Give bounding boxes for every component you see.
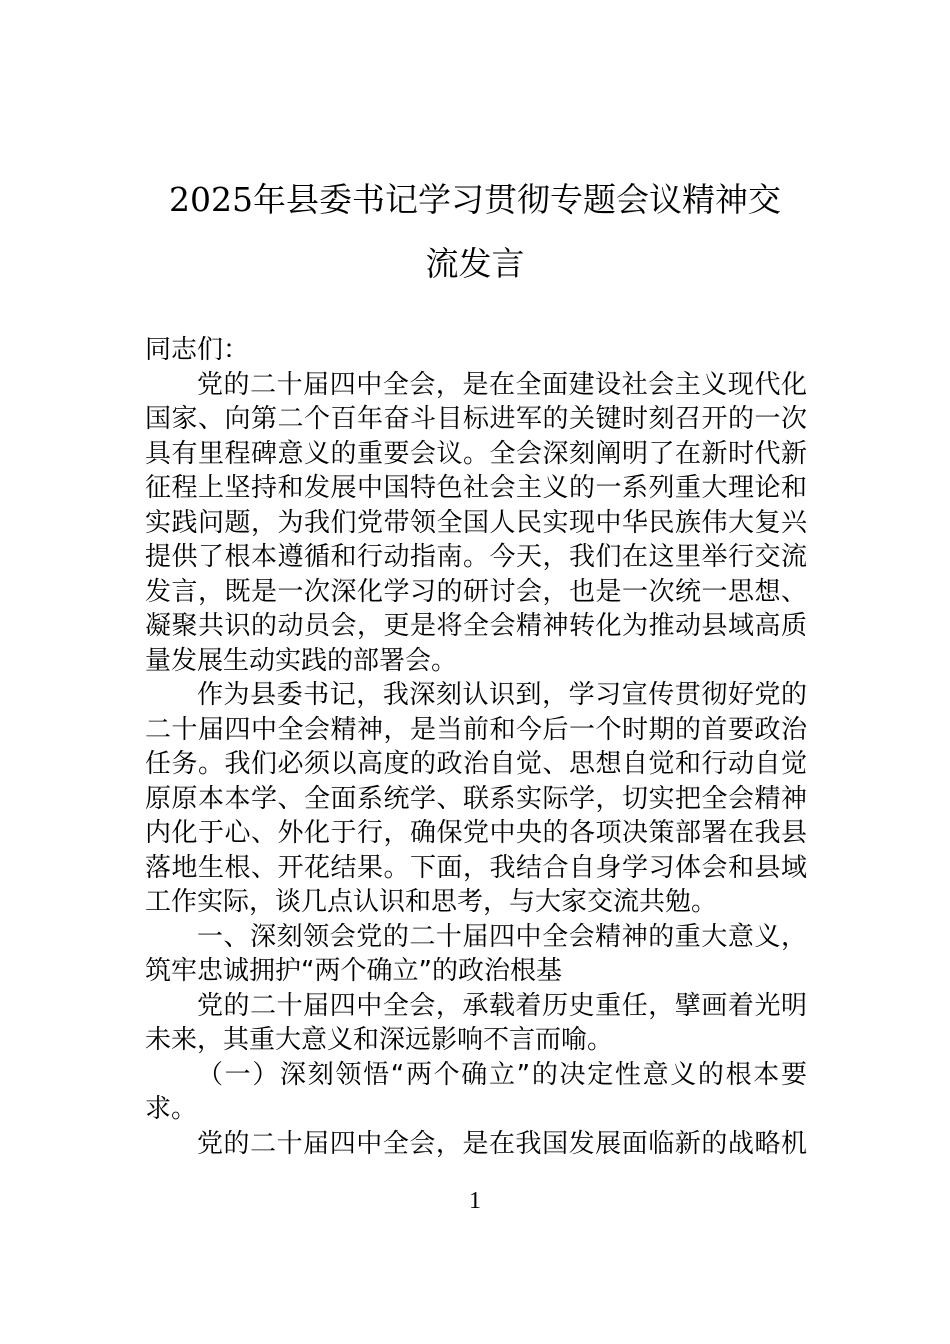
text-line: 征程上坚持和发展中国特色社会主义的一系列重大理论和 — [145, 473, 807, 503]
document-title — [140, 168, 810, 296]
text-line: 筑牢忠诚拥护“两个确立”的政治根基 — [145, 956, 562, 986]
text-line: 任务。我们必须以高度的政治自觉、思想自觉和行动自觉 — [145, 749, 807, 779]
text-line: 党的二十届四中全会，是在全面建设社会主义现代化 — [197, 369, 807, 400]
text-line: 凝聚共识的动员会，更是将全会精神转化为推动县域高质 — [145, 611, 807, 641]
text-line: 原原本本学、全面系统学、联系实际学，切实把全会精神 — [145, 783, 807, 814]
title-line: 流发言 — [425, 244, 525, 283]
text-line: 党的二十届四中全会，承载着历史重任，擘画着光明 — [197, 990, 807, 1021]
text-line: 未来，其重大意义和深远影响不言而喻。 — [145, 1025, 614, 1055]
text-line: 工作实际，谈几点认识和思考，与大家交流共勉。 — [145, 887, 718, 917]
text-line: 实践问题，为我们党带领全国人民实现中华民族伟大复兴 — [145, 507, 807, 538]
title-line: 2025年县委书记学习贯彻专题会议精神交 — [169, 180, 781, 219]
text-line: 发言，既是一次深化学习的研讨会，也是一次统一思想、 — [145, 576, 807, 607]
text-line: 党的二十届四中全会，是在我国发展面临新的战略机 — [197, 1128, 807, 1159]
text-line: 具有里程碑意义的重要会议。全会深刻阐明了在新时代新 — [145, 438, 807, 469]
page-number: 1 — [469, 1188, 481, 1214]
text-line: 内化于心、外化于行，确保党中央的各项决策部署在我县 — [145, 818, 807, 848]
text-line: 同志们： — [145, 335, 250, 365]
text-line: 提供了根本遵循和行动指南。今天，我们在这里举行交流 — [145, 542, 807, 572]
document-body — [145, 333, 807, 1161]
text-line: 作为县委书记，我深刻认识到，学习宣传贯彻好党的 — [197, 680, 807, 710]
text-line: 二十届四中全会精神，是当前和今后一个时期的首要政治 — [145, 714, 807, 745]
text-line: 量发展生动实践的部署会。 — [145, 645, 458, 676]
text-line: 一、深刻领会党的二十届四中全会精神的重大意义， — [197, 921, 807, 952]
text-line: 落地生根、开花结果。下面，我结合自身学习体会和县域 — [145, 852, 807, 883]
text-line: 国家、向第二个百年奋斗目标进军的关键时刻召开的一次 — [145, 404, 807, 434]
text-line: （一）深刻领悟“两个确立”的决定性意义的根本要 — [197, 1059, 807, 1090]
text-line: 求。 — [145, 1094, 198, 1124]
